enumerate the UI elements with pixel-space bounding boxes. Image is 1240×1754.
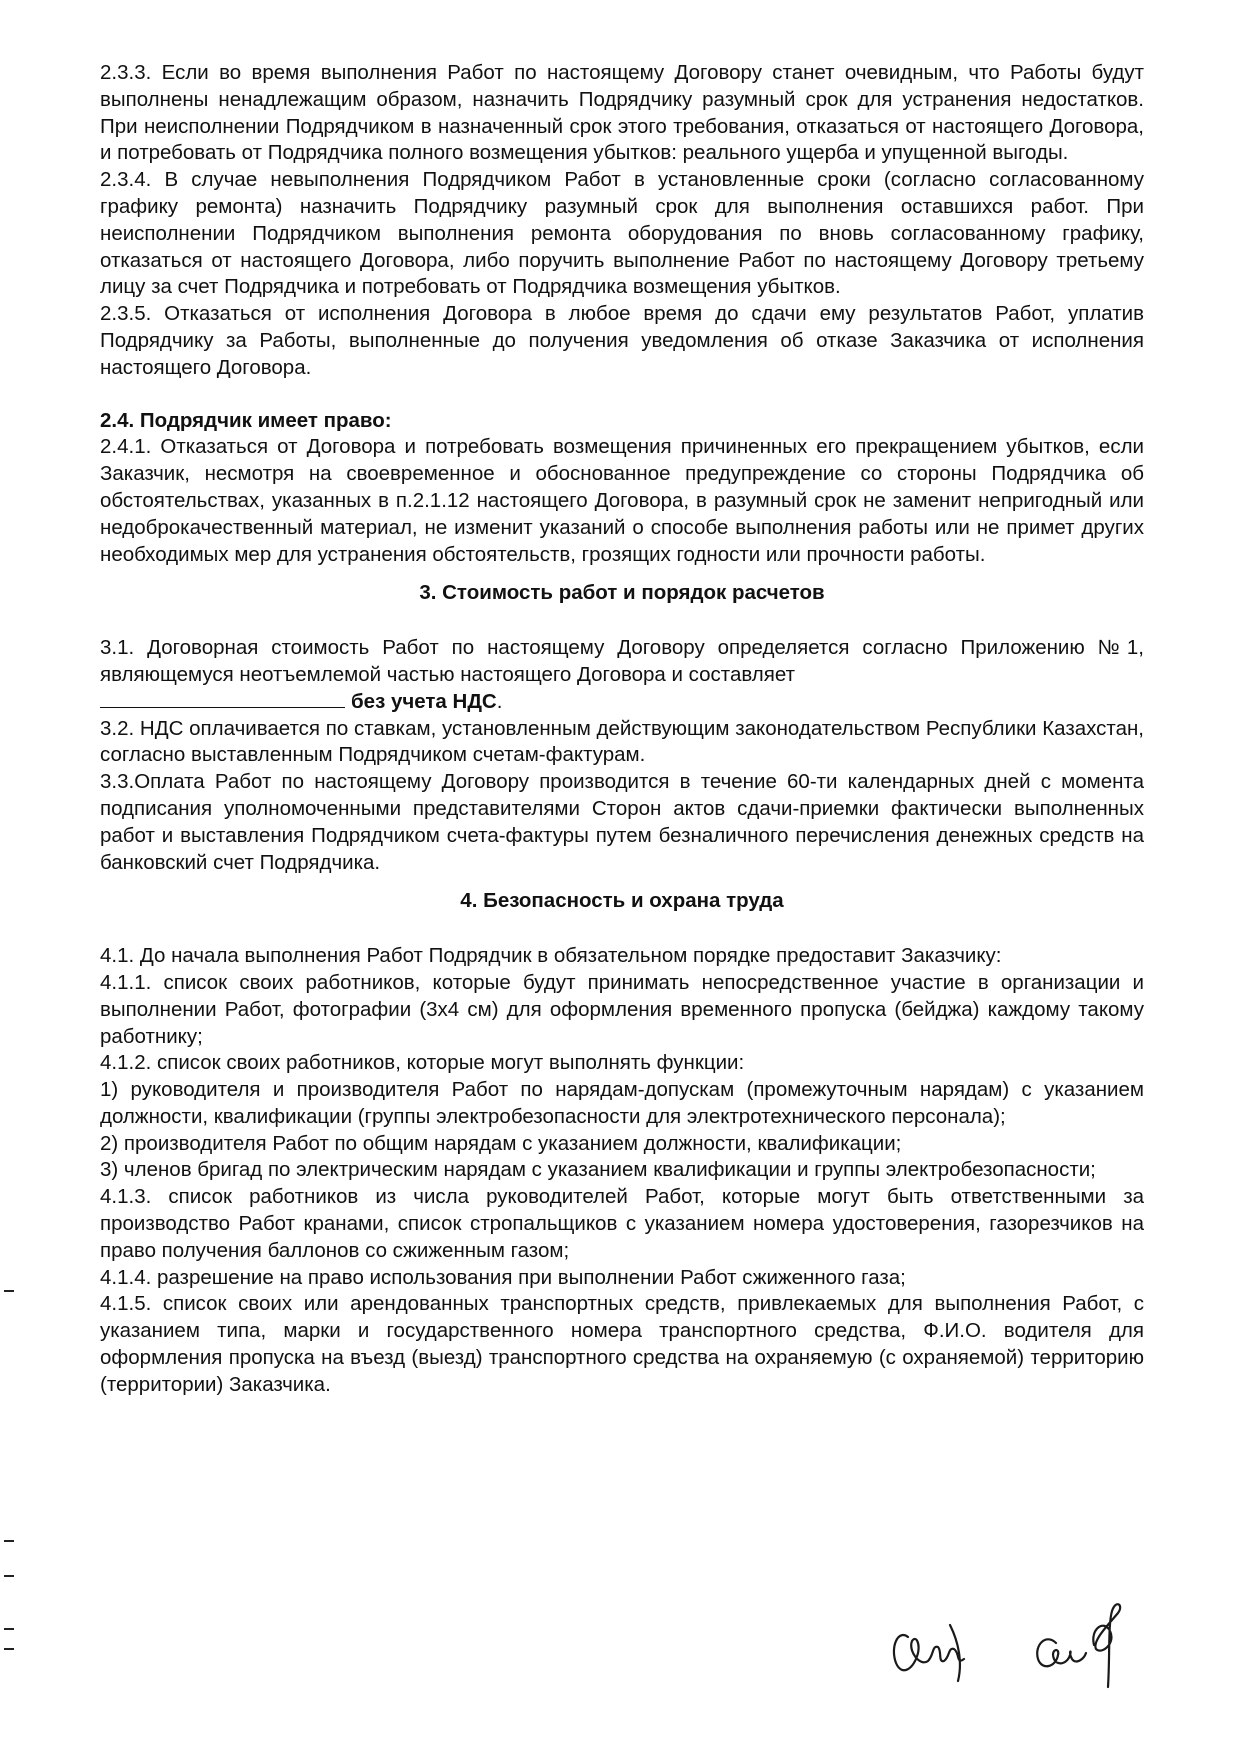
signature-left (894, 1625, 964, 1681)
document-page (100, 60, 1144, 1399)
clause-2-3-4: 2.3.4. В случае невыполнения Подрядчиком Работ в установленные сроки (согласно согласованному графику ремонта) назначить Подрядчику разумный срок для выполнения оставшихся работ. При неисполнении Подрядчиком выполнения ремонта оборудования по вновь согласованному графику, отказаться от настоящего Договора, либо поручить выполнение Работ по настоящему Договору третьему лицу за счет Подрядчика и потребовать от Подрядчика возмещения убытков. (100, 168, 1144, 299)
section-3-title: 3. Стоимость работ и порядок расчетов (419, 581, 825, 605)
clause-4-1-3: 4.1.3. список работников из числа руководителей Работ, которые могут быть ответственными за производство Работ кранами, список стропальщиков с указанием номера удостоверения, газорезчиков на право получения баллонов со сжиженным газом; (100, 1185, 1144, 1262)
clause-4-1-1: 4.1.1. список своих работников, которые будут принимать непосредственное участие в организации и выполнении Работ, фотографии (3х4 см) для оформления временного пропуска (бейджа) каждому такому работнику; (100, 970, 1144, 1048)
binding-mark (4, 1540, 14, 1542)
clause-4-1: 4.1. До начала выполнения Работ Подрядчик в обязательном порядке предоставит Заказчику: (100, 944, 1002, 968)
clause-2-3-3: 2.3.3. Если во время выполнения Работ по настоящему Договору станет очевидным, что Работы будут выполнены ненадлежащим образом, назначить Подрядчику разумный срок для устранения недостатков. При неисполнении Подрядчиком в назначенный срок этого требования, отказаться от настоящего Договора, и потребовать от Подрядчика полного возмещения убытков: реального ущерба и упущенной выгоды. (100, 61, 1144, 165)
clause-3-1 (100, 635, 1144, 715)
price-blank-line (100, 689, 345, 708)
clause-3-3: 3.3.Оплата Работ по настоящему Договору производится в течение 60-ти календарных дней с момента подписания уполномоченными представителями Сторон актов сдачи-приемки фактически выполненных работ и выставления Подрядчиком счета-фактуры путем безналичного перечисления денежных средств на банковский счет Подрядчика. (100, 770, 1144, 874)
binding-mark (4, 1575, 14, 1577)
clause-4-1-2: 4.1.2. список своих работников, которые могут выполнять функции: (100, 1051, 745, 1075)
clause-3-2: 3.2. НДС оплачивается по ставкам, установленным действующим законодательством Республики Казахстан, согласно выставленным Подрядчиком счетам-фактурам. (100, 716, 1144, 767)
binding-mark (4, 1648, 14, 1650)
clause-2-4-title: 2.4. Подрядчик имеет право: (100, 408, 392, 432)
handwritten-signatures (880, 1585, 1180, 1695)
binding-mark (4, 1290, 14, 1292)
section-4-title: 4. Безопасность и охрана труда (460, 889, 784, 913)
signature-right (1037, 1604, 1120, 1687)
clause-4-1-2-item-3: 3) членов бригад по электрическим нарядам с указанием квалификации и группы электробезопасности; (100, 1158, 1096, 1182)
clause-4-1-4: 4.1.4. разрешение на право использования при выполнении Работ сжиженного газа; (100, 1265, 906, 1289)
clause-3-1-period: . (496, 689, 503, 713)
clause-4-1-2-item-1: 1) руководителя и производителя Работ по нарядам-допускам (промежуточным нарядам) с указанием должности, квалификации (группы электробезопасности для электротехнического персонала); (100, 1078, 1144, 1128)
binding-marks (0, 0, 20, 1754)
clause-4-1-5: 4.1.5. список своих или арендованных транспортных средств, привлекаемых для выполнения Работ, с указанием типа, марки и государственного номера транспортного средства, Ф.И.О. водителя для оформления пропуска на въезд (выезд) транспортного средства на охраняемую (с охраняемой) территорию (территории) Заказчика. (100, 1292, 1144, 1396)
clause-4-1-2-item-2: 2) производителя Работ по общим нарядам с указанием должности, квалификации; (100, 1131, 902, 1155)
binding-mark (4, 1628, 14, 1630)
clause-2-4-1: 2.4.1. Отказаться от Договора и потребовать возмещения причиненных его прекращением убытков, если Заказчик, несмотря на своевременное и обоснованное предупреждение со стороны Подрядчика об обстоятельствах, указанных в п.2.1.12 настоящего Договора, в разумный срок не заменит непригодный или недоброкачественный материал, не изменит указаний о способе выполнения работы или не примет других необходимых мер для устранения обстоятельств, грозящих годности или прочности работы. (100, 435, 1144, 566)
clause-2-3-5: 2.3.5. Отказаться от исполнения Договора в любое время до сдачи ему результатов Работ, уплатив Подрядчику за Работы, выполненные до получения уведомления об отказе Заказчика от исполнения настоящего Договора. (100, 302, 1144, 379)
clause-3-1-vat-note: без учета НДС (351, 689, 497, 713)
clause-3-1-text: 3.1. Договорная стоимость Работ по настоящему Договору определяется согласно Приложению №1, являющемуся неотъемлемой частью настоящего Договора и составляет (100, 636, 1144, 686)
